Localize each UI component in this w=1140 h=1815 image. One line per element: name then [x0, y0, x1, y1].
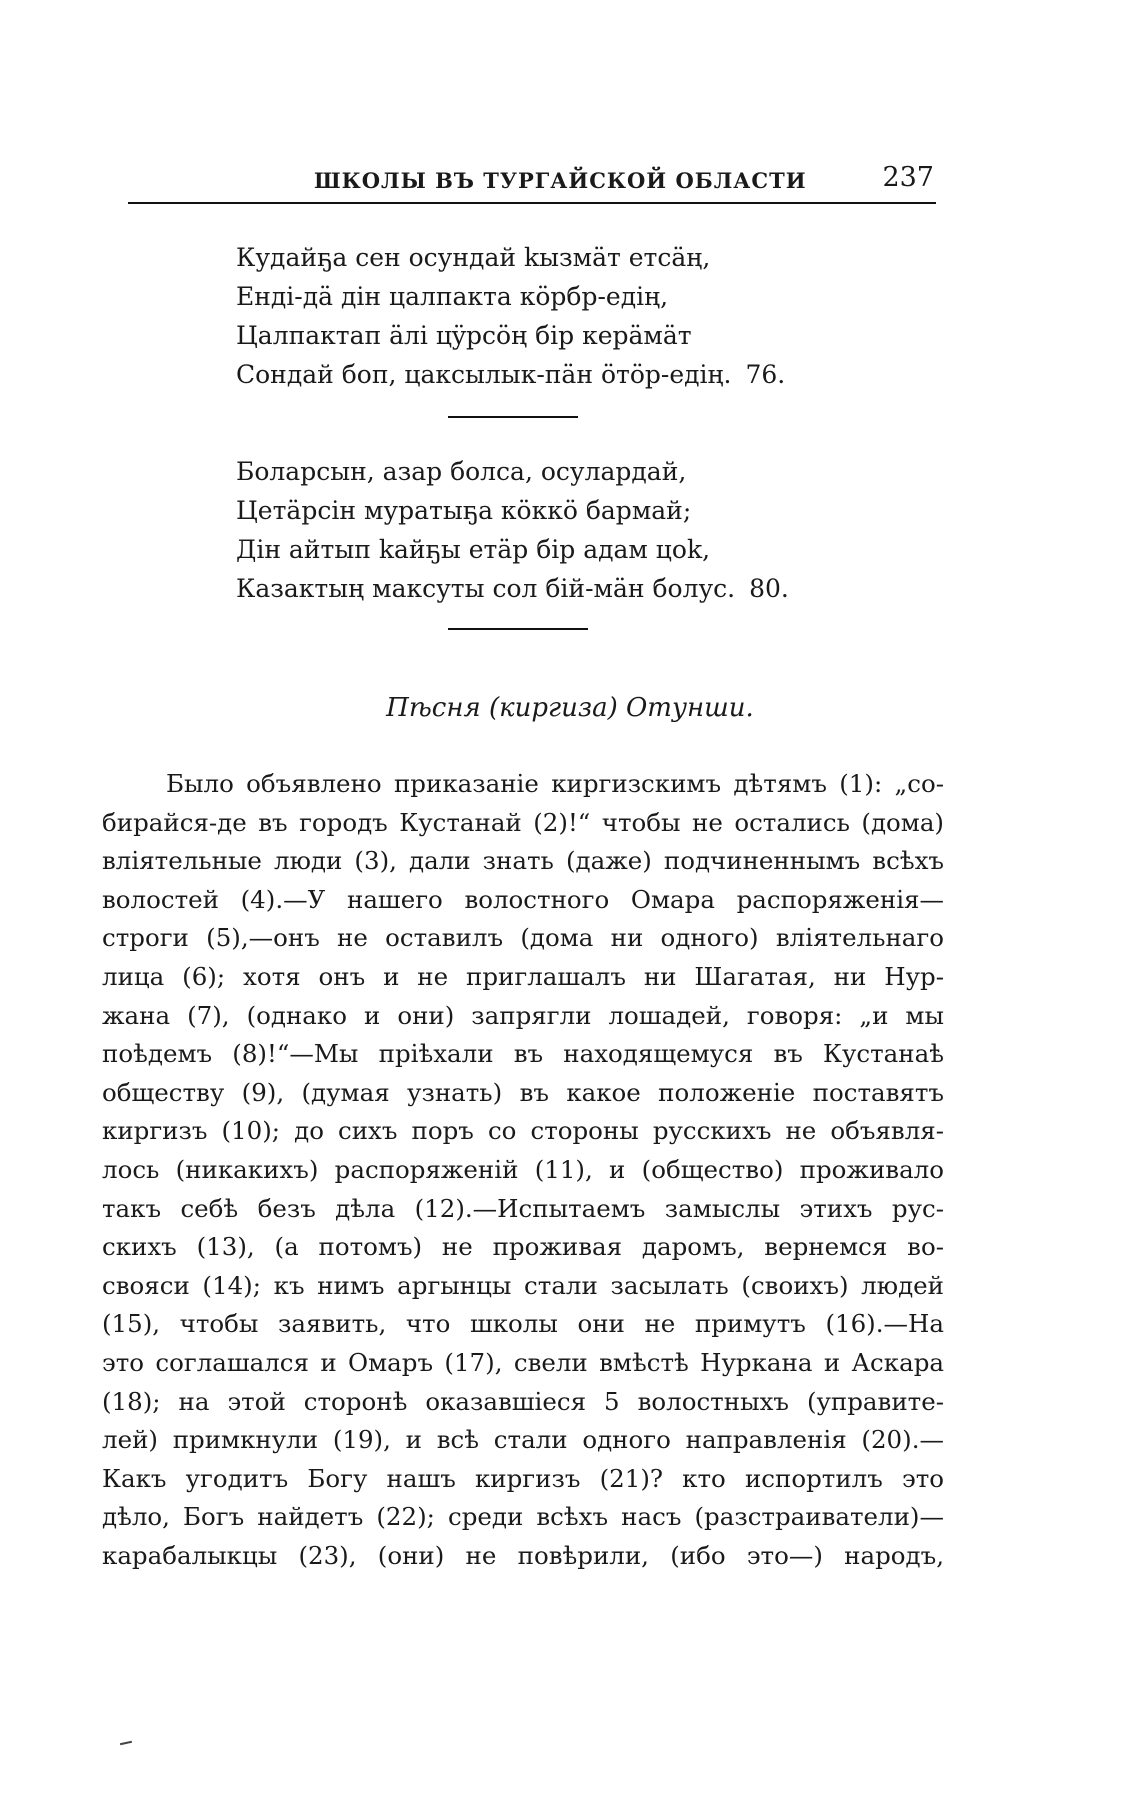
prose-line: карабалыкцы (23), (они) не повѣрили, (ибо это—) народъ, — [102, 1540, 944, 1570]
prose-line: обществу (9), (думая узнать) въ какое положеніе поставятъ — [102, 1077, 944, 1107]
poem-stanza-1 — [236, 238, 785, 394]
prose-line: (15), чтобы заявить, что школы они не примутъ (16).—На — [102, 1309, 944, 1339]
prose-line: волостей (4).—У нашего волостного Омара распоряженія— — [102, 884, 944, 914]
prose-line: такъ себѣ безъ дѣла (12).—Испытаемъ замыслы этихъ рус- — [102, 1193, 944, 1223]
prose-paragraph — [102, 765, 944, 1575]
prose-line: вліятельные люди (3), дали знать (даже) подчиненнымъ всѣхъ — [102, 846, 944, 876]
prose-line: лица (6); хотя онъ и не приглашалъ ни Шагатая, ни Нур- — [102, 961, 944, 991]
prose-line: лей) примкнули (19), и всѣ стали одного направленія (20).— — [102, 1425, 944, 1455]
prose-line: поѣдемъ (8)!“—Мы пріѣхали въ находящемуся въ Кустанаѣ — [102, 1039, 944, 1069]
prose-line: это соглашался и Омаръ (17), свели вмѣстѣ Нуркана и Аскара — [102, 1347, 944, 1377]
section-title: Пѣсня (киргиза) Отунши. — [386, 693, 754, 723]
line-number: 76. — [745, 360, 786, 389]
prose-line: (18); на этой сторонѣ оказавшіеся 5 волостныхъ (управите- — [102, 1386, 944, 1416]
stanza-divider — [448, 416, 578, 418]
scan-speck — [120, 1741, 132, 1745]
prose-line: Было объявлено приказаніе киргизскимъ дѣтямъ (1): „со- — [166, 769, 944, 798]
poem-stanza-2 — [236, 452, 789, 608]
poem-line: Дiн айтып kайҕы етäр бiр адам цоk, — [236, 535, 711, 564]
poem-line — [236, 569, 789, 608]
prose-line: Какъ угодитъ Богу нашъ киргизъ (21)? кто испортилъ это — [102, 1463, 944, 1493]
poem-line: Кудайҕа сен осундай kызмäт етсäң, — [236, 243, 711, 272]
poem-line: Цетäрсiн муратыҕа кöккö бармай; — [236, 496, 692, 525]
line-number: 80. — [749, 574, 789, 603]
poem-line: Ендi-дä дiн цалпакта кöрбр-едiң, — [236, 282, 669, 311]
running-title: ШКОЛЫ ВЪ ТУРГАЙСКОЙ ОБЛАСТИ — [314, 168, 807, 193]
prose-line: бирайся-де въ городъ Кустанай (2)!“ чтобы не остались (дома) — [102, 807, 944, 837]
prose-line: жана (7), (однако и они) запрягли лошадей, говоря: „и мы — [102, 1000, 944, 1030]
prose-line: строги (5),—онъ не оставилъ (дома ни одного) вліятельнаго — [102, 923, 944, 953]
prose-line: лось (никакихъ) распоряженій (11), и (общество) проживало — [102, 1154, 944, 1184]
poem-line: Боларсын, азар болса, осулардай, — [236, 457, 687, 486]
section-divider — [448, 628, 588, 630]
poem-line-text: Сондай боп, цаксылык-пäн öтöр-едiң. — [236, 360, 732, 389]
prose-line: киргизъ (10); до сихъ поръ со стороны русскихъ не объявля- — [102, 1116, 944, 1146]
page-number: 237 — [882, 162, 934, 193]
poem-line-text: Казактың максуты сол бiй-мäн болус. — [236, 574, 736, 603]
page-header — [128, 162, 936, 204]
poem-line: Цалпактап äлi цÿрсöң бiр керäмäт — [236, 321, 692, 350]
prose-line: свояси (14); къ нимъ аргынцы стали засылать (своихъ) людей — [102, 1270, 944, 1300]
prose-line: скихъ (13), (а потомъ) не проживая даромъ, вернемся во- — [102, 1232, 944, 1262]
poem-line — [236, 355, 785, 394]
prose-line: дѣло, Богъ найдетъ (22); среди всѣхъ насъ (разстраиватели)— — [102, 1502, 944, 1532]
